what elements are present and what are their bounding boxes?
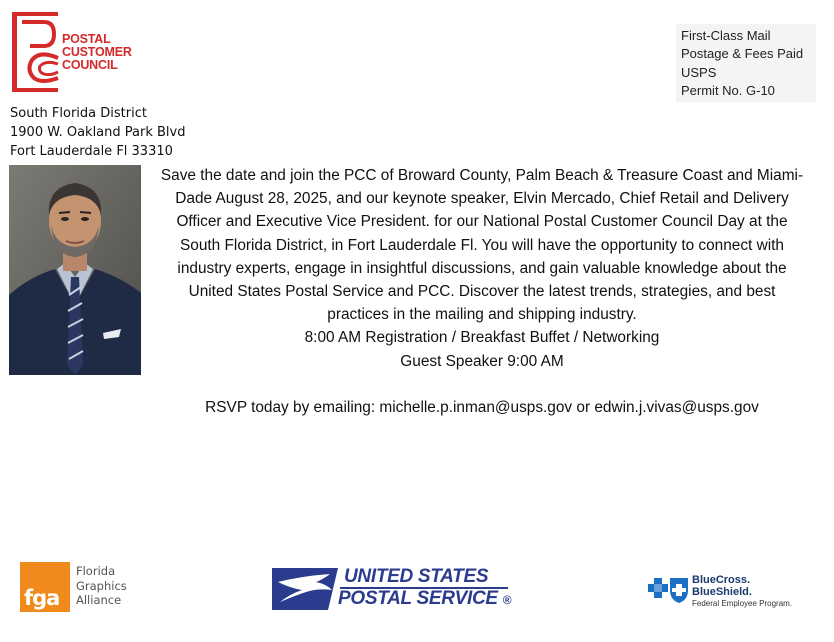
fga-logo-name [76, 564, 127, 608]
cross-shield-icon [648, 576, 690, 604]
bcbs-logo [648, 574, 818, 614]
schedule-line: 8:00 AM Registration / Breakfast Buffet / Networking [304, 329, 660, 347]
invitation-text [158, 164, 806, 419]
usps-line2-text: POSTAL SERVICE [338, 588, 498, 609]
guest-speaker-line: Guest Speaker 9:00 AM [400, 352, 564, 370]
bcbs-line1: BlueCross. [692, 574, 751, 586]
speaker-portrait-photo [9, 165, 141, 375]
usps-logo [272, 566, 522, 612]
pcc-logo [10, 12, 150, 92]
registered-mark: ® [502, 593, 512, 607]
rsvp-line: RSVP today by emailing: michelle.p.inman@usps.gov or edwin.j.vivas@usps.gov [205, 399, 759, 417]
pcc-line: CUSTOMER [62, 45, 132, 59]
usps-wordmark-line2 [338, 588, 511, 610]
pcc-monogram-icon [10, 12, 60, 92]
blank-line [158, 373, 806, 396]
fga-logo-mark [20, 562, 70, 612]
return-address [10, 104, 185, 161]
address-line: South Florida District [10, 106, 147, 121]
bcbs-wordmark [692, 574, 792, 609]
postage-permit-indicia [676, 24, 816, 102]
permit-line: Permit No. G-10 [681, 82, 775, 98]
fga-name-line: Alliance [76, 593, 122, 607]
fga-name-line: Graphics [76, 578, 127, 593]
fga-mark-text: fga [24, 586, 60, 610]
permit-line: First-Class Mail [681, 28, 771, 43]
usps-wordmark-line1: UNITED STATES [344, 566, 489, 587]
invitation-paragraph: Save the date and join the PCC of Broward County, Palm Beach & Treasure Coast and Miami-Dade August 28, 2025, and our keynote speaker, Elvin Mercado, Chief Retail and Delivery Officer and Executive Vice President. for our National Postal Customer Council Day at the South Florida District, in Fort Lauderdale Fl. You will have the opportunity to connect with industry experts, engage in insightful discussions, and gain valuable knowledge about the United States Postal Service and PCC. Discover the latest trends, strategies, and best practices in the mailing and shipping industry. [160, 167, 804, 324]
permit-line: Postage & Fees Paid [681, 46, 804, 62]
address-line: Fort Lauderdale Fl 33310 [10, 144, 173, 159]
bcbs-line3: Federal Employee Program. [692, 599, 793, 608]
eagle-icon [272, 568, 338, 610]
usps-underline [340, 587, 508, 589]
pcc-line: COUNCIL [62, 58, 118, 72]
address-line: 1900 W. Oakland Park Blvd [10, 125, 186, 140]
pcc-line: POSTAL [62, 32, 111, 46]
fga-name-line: Florida [76, 564, 116, 578]
permit-line: USPS [681, 64, 717, 80]
bcbs-line2: BlueShield. [692, 586, 752, 598]
pcc-wordmark [62, 33, 132, 72]
